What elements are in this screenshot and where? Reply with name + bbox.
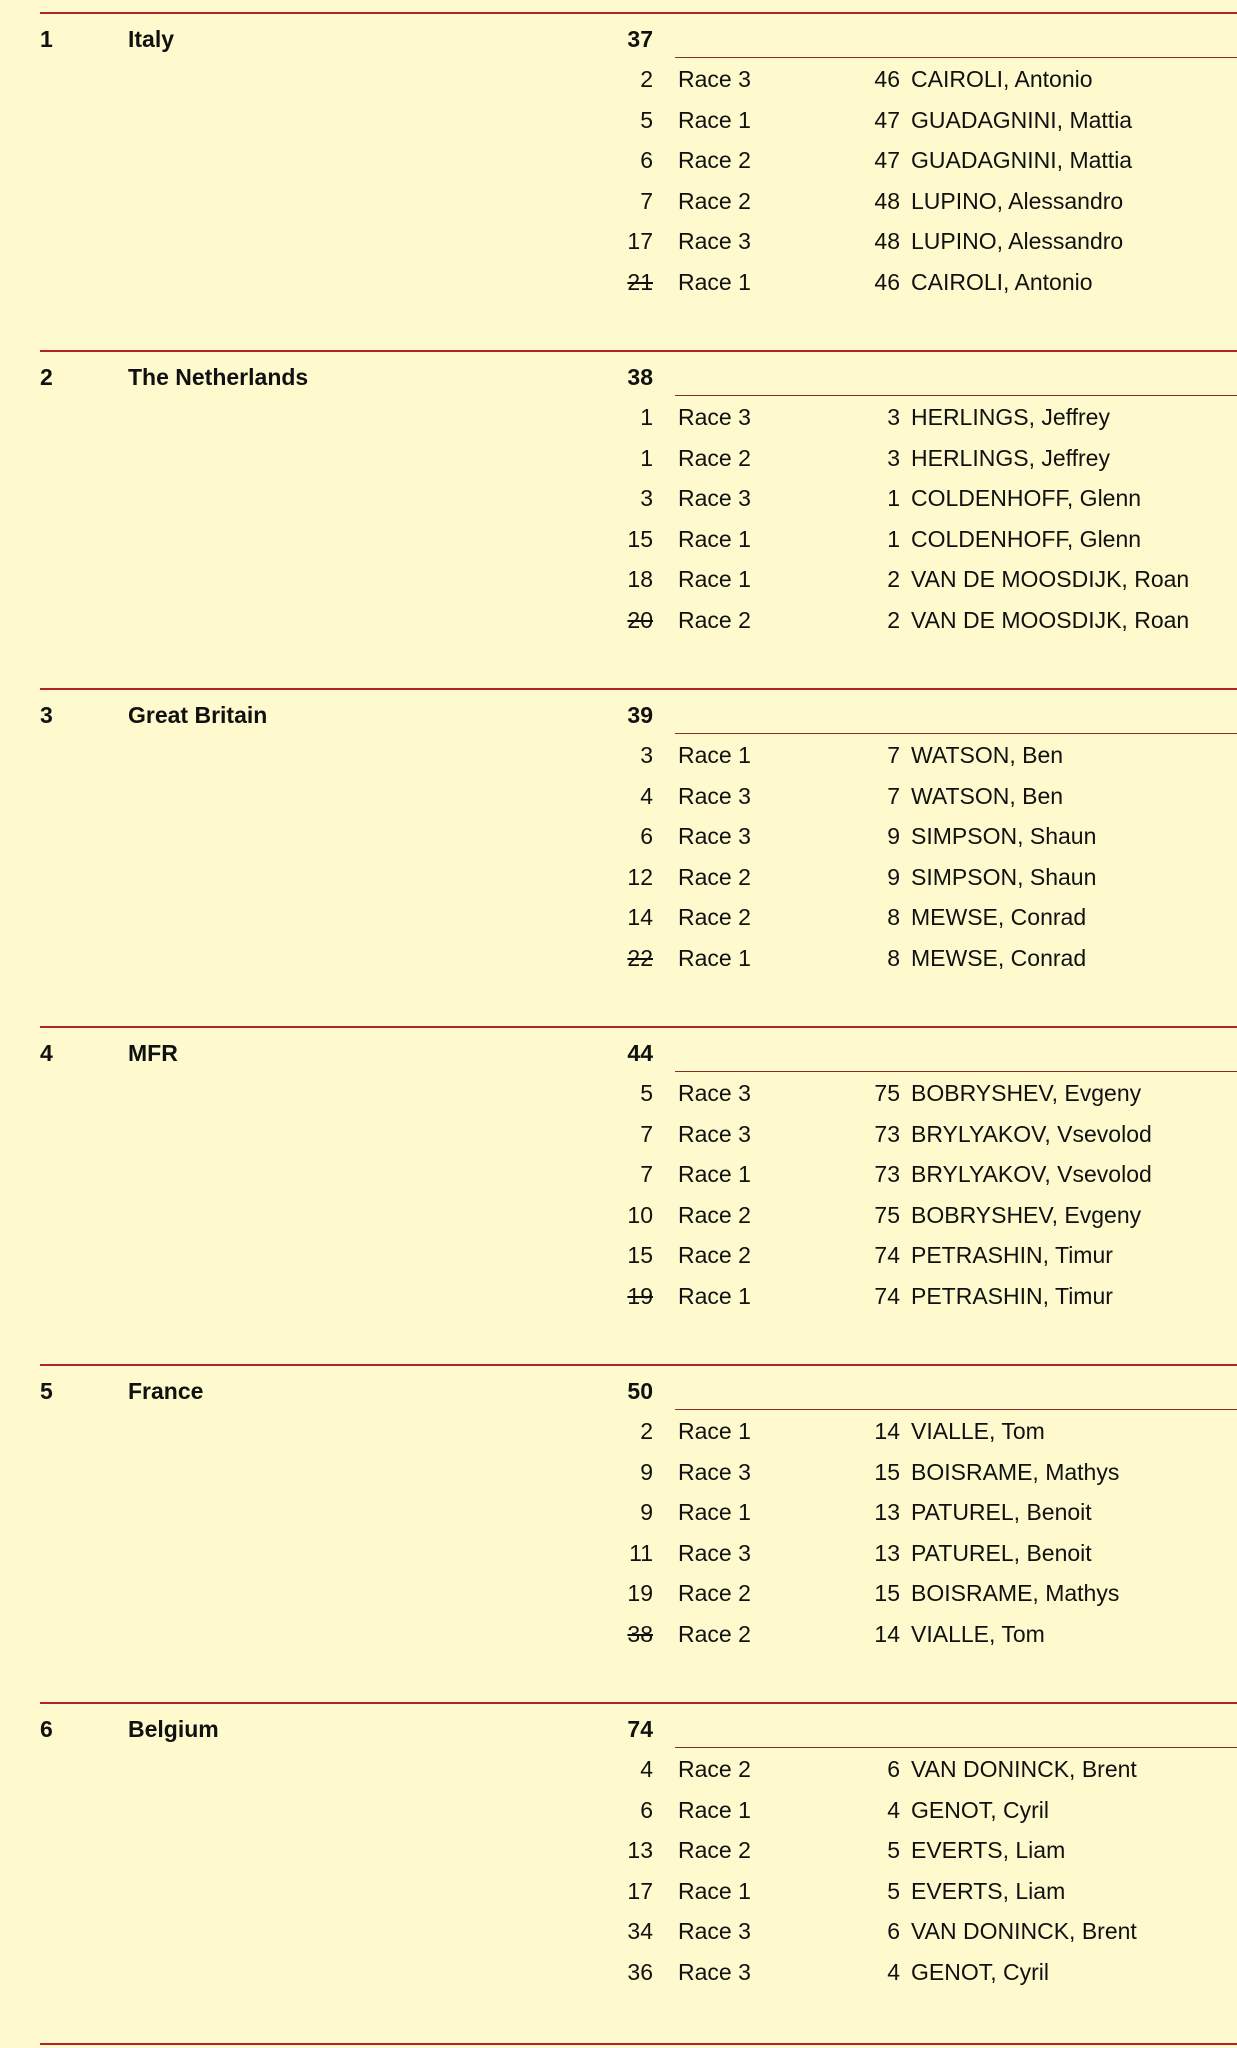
race-label: Race 2	[678, 1837, 751, 1864]
rider-name: HERLINGS, Jeffrey	[911, 444, 1110, 471]
race-score: 19	[627, 1283, 653, 1309]
race-score: 5	[640, 106, 653, 133]
race-score: 13	[627, 1837, 653, 1864]
race-label: Race 3	[678, 1959, 751, 1985]
result-row	[0, 1573, 1237, 1613]
race-score: 4	[640, 782, 653, 809]
team-position: 1	[40, 26, 53, 52]
rider-number: 73	[874, 1120, 900, 1147]
rider-number: 75	[874, 1201, 900, 1228]
team-divider	[40, 350, 1237, 352]
result-row	[0, 1790, 1237, 1830]
result-row	[0, 735, 1237, 775]
rider-name: PETRASHIN, Timur	[911, 1242, 1113, 1269]
team-divider	[40, 12, 1237, 14]
rider-number: 1	[887, 485, 900, 512]
result-row	[0, 559, 1237, 599]
rider-number: 46	[874, 269, 900, 295]
rider-name: BOBRYSHEV, Evgeny	[911, 1080, 1142, 1106]
rider-name: GUADAGNINI, Mattia	[911, 106, 1133, 133]
result-row	[0, 1952, 1237, 1992]
rider-name: LUPINO, Alessandro	[911, 228, 1124, 255]
race-score: 17	[627, 228, 653, 255]
race-score: 22	[627, 945, 653, 971]
race-score: 7	[640, 1161, 653, 1188]
race-label: Race 1	[678, 1499, 751, 1526]
rider-number: 2	[887, 607, 900, 633]
race-score: 2	[640, 1418, 653, 1444]
race-score: 21	[627, 269, 653, 295]
result-row	[0, 59, 1237, 99]
team-name: France	[128, 1378, 204, 1404]
rider-name: EVERTS, Liam	[911, 1877, 1066, 1904]
rider-number: 13	[874, 1539, 900, 1566]
rider-name: LUPINO, Alessandro	[911, 187, 1124, 214]
result-row	[0, 1492, 1237, 1532]
team-block	[0, 1702, 1237, 2040]
team-total-points: 39	[627, 702, 653, 728]
rider-number: 3	[887, 444, 900, 471]
team-subdivider	[675, 1747, 1237, 1748]
race-label: Race 1	[678, 525, 751, 552]
race-label: Race 2	[678, 1242, 751, 1269]
team-divider	[40, 1026, 1237, 1028]
rider-number: 3	[887, 404, 900, 430]
result-row	[0, 221, 1237, 261]
rider-name: BRYLYAKOV, Vsevolod	[911, 1161, 1152, 1188]
rider-name: SIMPSON, Shaun	[911, 863, 1097, 890]
result-row	[0, 897, 1237, 937]
rider-number: 47	[874, 106, 900, 133]
race-label: Race 3	[678, 404, 751, 430]
rider-number: 1	[887, 525, 900, 552]
team-total-points: 74	[627, 1716, 653, 1742]
race-label: Race 1	[678, 1877, 751, 1904]
result-row	[0, 776, 1237, 816]
race-label: Race 2	[678, 1580, 751, 1607]
result-row	[0, 1749, 1237, 1789]
rider-name: SIMPSON, Shaun	[911, 823, 1097, 850]
team-block	[0, 688, 1237, 1026]
race-label: Race 3	[678, 66, 751, 92]
rider-number: 14	[874, 1418, 900, 1444]
team-subdivider	[675, 1071, 1237, 1072]
team-divider	[40, 688, 1237, 690]
race-label: Race 2	[678, 187, 751, 214]
result-row	[0, 181, 1237, 221]
result-row	[0, 1911, 1237, 1951]
race-label: Race 3	[678, 1120, 751, 1147]
rider-number: 9	[887, 863, 900, 890]
rider-name: BRYLYAKOV, Vsevolod	[911, 1120, 1152, 1147]
result-row	[0, 600, 1237, 640]
race-score: 34	[627, 1918, 653, 1945]
race-label: Race 2	[678, 863, 751, 890]
rider-number: 13	[874, 1499, 900, 1526]
result-row	[0, 262, 1237, 302]
rider-name: HERLINGS, Jeffrey	[911, 404, 1110, 430]
team-block	[0, 1026, 1237, 1364]
rider-name: MEWSE, Conrad	[911, 904, 1087, 931]
team-name: Belgium	[128, 1716, 219, 1742]
result-row	[0, 1195, 1237, 1235]
race-score: 9	[640, 1458, 653, 1485]
race-score: 12	[627, 863, 653, 890]
race-score: 3	[640, 742, 653, 768]
team-block	[0, 350, 1237, 688]
rider-number: 7	[887, 742, 900, 768]
race-score: 20	[627, 607, 653, 633]
rider-number: 15	[874, 1458, 900, 1485]
rider-name: VAN DONINCK, Brent	[911, 1756, 1137, 1782]
team-subdivider	[675, 1409, 1237, 1410]
race-score: 11	[629, 1539, 653, 1566]
result-row	[0, 1154, 1237, 1194]
result-row	[0, 938, 1237, 978]
race-label: Race 1	[678, 1796, 751, 1823]
team-total-points: 44	[627, 1040, 653, 1066]
race-score: 14	[627, 904, 653, 931]
rider-number: 75	[874, 1080, 900, 1106]
race-score: 36	[627, 1959, 653, 1985]
rider-name: VIALLE, Tom	[911, 1418, 1045, 1444]
result-row	[0, 397, 1237, 437]
rider-name: PATUREL, Benoit	[911, 1499, 1092, 1526]
race-label: Race 2	[678, 904, 751, 931]
team-name: The Netherlands	[128, 364, 309, 390]
race-label: Race 3	[678, 1458, 751, 1485]
race-label: Race 1	[678, 566, 751, 593]
result-row	[0, 1235, 1237, 1275]
rider-name: VIALLE, Tom	[911, 1621, 1045, 1647]
rider-name: COLDENHOFF, Glenn	[911, 485, 1142, 512]
race-score: 1	[640, 444, 653, 471]
team-position: 4	[40, 1040, 53, 1066]
rider-number: 74	[874, 1283, 900, 1309]
race-score: 15	[627, 1242, 653, 1269]
team-subdivider	[675, 57, 1237, 58]
rider-name: EVERTS, Liam	[911, 1837, 1066, 1864]
result-row	[0, 519, 1237, 559]
rider-number: 5	[887, 1837, 900, 1864]
race-label: Race 1	[678, 1418, 751, 1444]
rider-name: COLDENHOFF, Glenn	[911, 525, 1142, 552]
rider-number: 48	[874, 228, 900, 255]
rider-name: PATUREL, Benoit	[911, 1539, 1092, 1566]
team-total-points: 50	[627, 1378, 653, 1404]
race-label: Race 3	[678, 228, 751, 255]
race-score: 10	[627, 1201, 653, 1228]
team-divider	[40, 1364, 1237, 1366]
race-score: 18	[627, 566, 653, 593]
race-label: Race 1	[678, 1283, 751, 1309]
race-score: 6	[640, 823, 653, 850]
rider-number: 6	[887, 1918, 900, 1945]
race-score: 7	[640, 1120, 653, 1147]
team-block	[0, 12, 1237, 350]
race-score: 1	[640, 404, 653, 430]
rider-number: 4	[887, 1959, 900, 1985]
result-row	[0, 1871, 1237, 1911]
race-score: 38	[627, 1621, 653, 1647]
rider-number: 15	[874, 1580, 900, 1607]
race-label: Race 2	[678, 1621, 751, 1647]
rider-number: 2	[887, 566, 900, 593]
rider-number: 47	[874, 147, 900, 174]
result-row	[0, 100, 1237, 140]
rider-name: GUADAGNINI, Mattia	[911, 147, 1133, 174]
race-label: Race 2	[678, 1201, 751, 1228]
team-divider	[40, 1702, 1237, 1704]
team-name: Great Britain	[128, 702, 268, 728]
result-row	[0, 140, 1237, 180]
race-label: Race 3	[678, 782, 751, 809]
rider-number: 14	[874, 1621, 900, 1647]
rider-name: VAN DE MOOSDIJK, Roan	[911, 607, 1190, 633]
result-row	[0, 1073, 1237, 1113]
rider-name: BOISRAME, Mathys	[911, 1580, 1120, 1607]
race-score: 19	[627, 1580, 653, 1607]
rider-name: VAN DE MOOSDIJK, Roan	[911, 566, 1190, 593]
rider-number: 8	[887, 904, 900, 931]
result-row	[0, 438, 1237, 478]
race-label: Race 3	[678, 1918, 751, 1945]
rider-name: VAN DONINCK, Brent	[911, 1918, 1137, 1945]
race-score: 7	[640, 187, 653, 214]
result-row	[0, 1452, 1237, 1492]
race-label: Race 1	[678, 945, 751, 971]
rider-number: 6	[887, 1756, 900, 1782]
race-label: Race 2	[678, 147, 751, 174]
bottom-divider	[40, 2043, 1237, 2045]
rider-name: CAIROLI, Antonio	[911, 269, 1093, 295]
rider-name: BOISRAME, Mathys	[911, 1458, 1120, 1485]
race-label: Race 1	[678, 269, 751, 295]
race-score: 17	[627, 1877, 653, 1904]
rider-number: 7	[887, 782, 900, 809]
rider-name: WATSON, Ben	[911, 742, 1064, 768]
rider-number: 48	[874, 187, 900, 214]
rider-name: GENOT, Cyril	[911, 1959, 1049, 1985]
team-subdivider	[675, 733, 1237, 734]
team-position: 3	[40, 702, 53, 728]
result-row	[0, 1533, 1237, 1573]
team-position: 2	[40, 364, 53, 390]
team-block	[0, 1364, 1237, 1702]
rider-name: PETRASHIN, Timur	[911, 1283, 1113, 1309]
rider-name: CAIROLI, Antonio	[911, 66, 1093, 92]
race-score: 2	[640, 66, 653, 92]
result-row	[0, 478, 1237, 518]
race-label: Race 2	[678, 607, 751, 633]
rider-number: 74	[874, 1242, 900, 1269]
result-row	[0, 1276, 1237, 1316]
race-label: Race 3	[678, 1080, 751, 1106]
rider-name: WATSON, Ben	[911, 782, 1064, 809]
result-row	[0, 1614, 1237, 1654]
race-score: 15	[627, 525, 653, 552]
team-name: MFR	[128, 1040, 178, 1066]
rider-name: MEWSE, Conrad	[911, 945, 1087, 971]
race-score: 4	[640, 1756, 653, 1782]
rider-number: 4	[887, 1796, 900, 1823]
team-subdivider	[675, 395, 1237, 396]
rider-number: 5	[887, 1877, 900, 1904]
race-label: Race 1	[678, 1161, 751, 1188]
race-score: 6	[640, 1796, 653, 1823]
race-score: 9	[640, 1499, 653, 1526]
team-total-points: 37	[627, 26, 653, 52]
result-row	[0, 857, 1237, 897]
team-position: 5	[40, 1378, 53, 1404]
rider-name: BOBRYSHEV, Evgeny	[911, 1201, 1142, 1228]
rider-number: 9	[887, 823, 900, 850]
race-score: 6	[640, 147, 653, 174]
race-label: Race 3	[678, 1539, 751, 1566]
team-position: 6	[40, 1716, 53, 1742]
race-label: Race 2	[678, 444, 751, 471]
race-label: Race 2	[678, 1756, 751, 1782]
rider-number: 46	[874, 66, 900, 92]
race-label: Race 1	[678, 742, 751, 768]
team-total-points: 38	[627, 364, 653, 390]
race-score: 3	[640, 485, 653, 512]
result-row	[0, 1411, 1237, 1451]
result-row	[0, 1114, 1237, 1154]
rider-number: 8	[887, 945, 900, 971]
race-label: Race 3	[678, 485, 751, 512]
result-row	[0, 816, 1237, 856]
race-label: Race 3	[678, 823, 751, 850]
result-row	[0, 1830, 1237, 1870]
race-score: 5	[640, 1080, 653, 1106]
rider-name: GENOT, Cyril	[911, 1796, 1049, 1823]
rider-number: 73	[874, 1161, 900, 1188]
race-label: Race 1	[678, 106, 751, 133]
team-name: Italy	[128, 26, 175, 52]
